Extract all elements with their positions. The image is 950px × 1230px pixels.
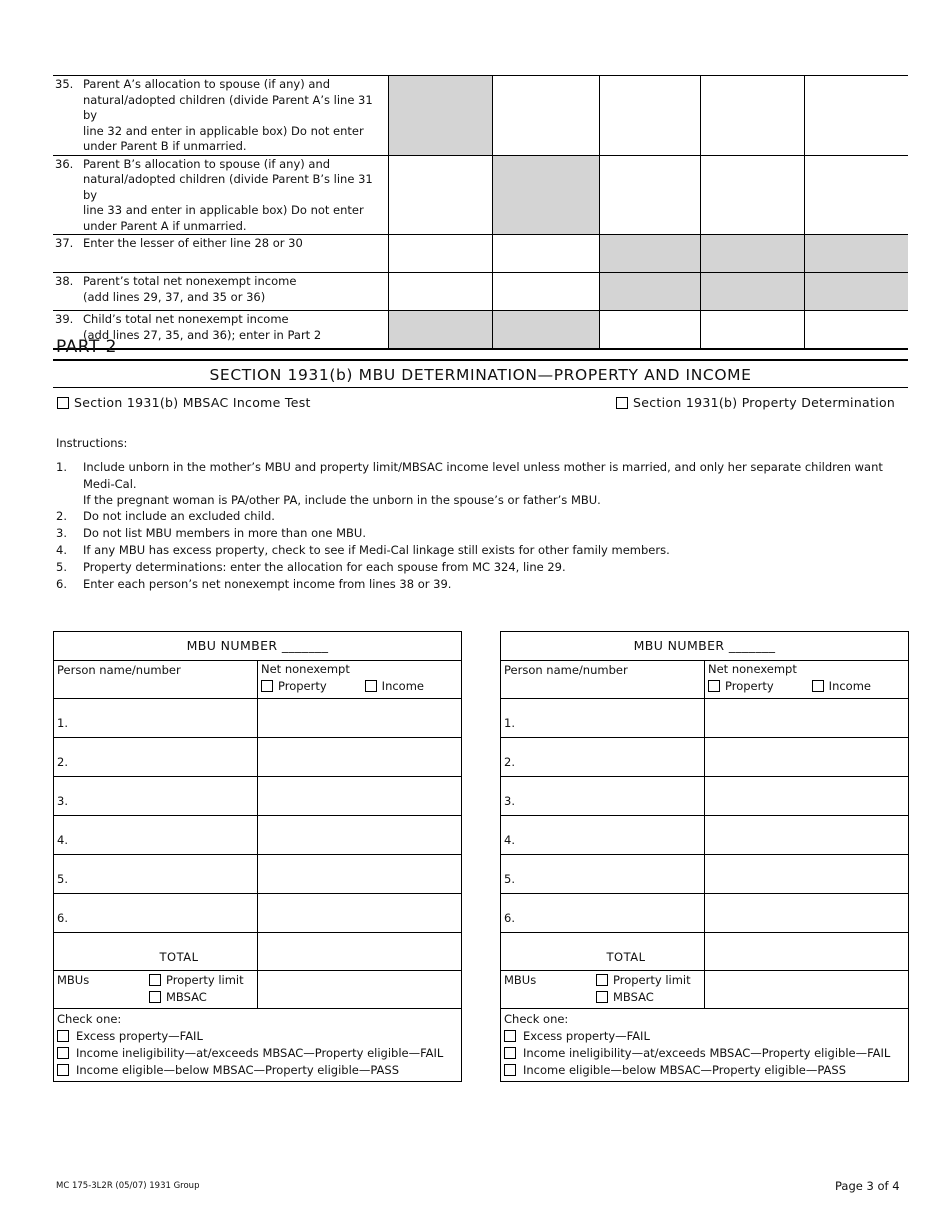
person-name-field[interactable]	[54, 816, 258, 854]
person-name-field[interactable]	[501, 816, 705, 854]
income-checkbox[interactable]	[365, 680, 377, 692]
mbu-number[interactable]: MBU NUMBER _______	[54, 632, 461, 661]
result-label: Excess property—FAIL	[523, 1029, 650, 1043]
entry-cell[interactable]	[492, 76, 599, 156]
shaded-cell	[804, 235, 908, 273]
net-nonexempt-label: Net nonexempt	[261, 662, 350, 676]
income-test-label: Section 1931(b) MBSAC Income Test	[74, 395, 311, 410]
mbsac-checkbox[interactable]	[149, 991, 161, 1003]
shaded-cell	[804, 273, 908, 311]
person-name-field[interactable]	[501, 699, 705, 737]
person-row	[501, 777, 908, 816]
entry-cell[interactable]	[599, 76, 700, 156]
line-description	[83, 236, 375, 252]
person-row	[501, 816, 908, 855]
part1-row	[53, 155, 908, 235]
instruction-number: 4.	[56, 543, 67, 557]
entry-cell[interactable]	[388, 155, 492, 235]
instruction-item	[56, 576, 916, 593]
person-number: 4.	[504, 833, 515, 847]
instruction-number: 5.	[56, 560, 67, 574]
part1-row	[53, 235, 908, 273]
column-headers	[501, 661, 908, 699]
line-number: 37.	[55, 236, 74, 250]
property-determination-label: Section 1931(b) Property Determination	[633, 395, 896, 410]
mbu-box-left	[53, 631, 462, 1082]
person-row	[54, 738, 461, 777]
instruction-item	[56, 542, 916, 559]
part1-table	[53, 75, 908, 350]
net-amount-field[interactable]	[258, 894, 461, 932]
line-text: (add lines 27, 35, and 36); enter in Part 2	[83, 327, 322, 342]
income-checkbox[interactable]	[812, 680, 824, 692]
person-row	[54, 855, 461, 894]
check-one-section	[54, 1009, 461, 1081]
mbsac-label: MBSAC	[613, 990, 654, 1004]
person-number: 2.	[57, 755, 68, 769]
property-label: Property	[278, 679, 327, 693]
entry-cell[interactable]	[388, 235, 492, 273]
mbu-box-right	[500, 631, 909, 1082]
property-checkbox[interactable]	[261, 680, 273, 692]
section-title: SECTION 1931(b) MBU DETERMINATION—PROPERTY AND INCOME	[53, 359, 908, 388]
net-nonexempt-label: Net nonexempt	[708, 662, 797, 676]
result-label: Income ineligibility—at/exceeds MBSAC—Property eligible—FAIL	[523, 1046, 891, 1060]
net-amount-field[interactable]	[258, 699, 461, 737]
line-text: line 32 and enter in applicable box) Do not enter	[83, 123, 364, 138]
property-limit-checkbox[interactable]	[596, 974, 608, 986]
person-number: 3.	[504, 794, 515, 808]
entry-cell[interactable]	[804, 76, 908, 156]
instructions-title: Instructions:	[56, 436, 128, 450]
person-row	[54, 894, 461, 933]
entry-cell[interactable]	[599, 311, 700, 349]
mbus-row	[501, 971, 908, 1009]
total-label: TOTAL	[501, 933, 705, 970]
result-option[interactable]	[504, 1028, 905, 1045]
result-checkbox[interactable]	[57, 1030, 69, 1042]
instruction-item	[56, 459, 916, 508]
line-text: under Parent B if unmarried.	[83, 139, 247, 153]
result-option[interactable]	[57, 1062, 458, 1079]
total-amount-field[interactable]	[258, 933, 461, 970]
net-col-header	[258, 661, 461, 698]
result-label: Income ineligibility—at/exceeds MBSAC—Property eligible—FAIL	[76, 1046, 444, 1060]
entry-cell[interactable]	[700, 311, 804, 349]
property-label: Property	[725, 679, 774, 693]
result-option[interactable]	[57, 1028, 458, 1045]
shaded-cell	[700, 273, 804, 311]
property-determination-checkbox[interactable]	[616, 397, 628, 409]
form-id: MC 175-3L2R (05/07) 1931 Group	[56, 1181, 200, 1191]
total-amount-field[interactable]	[705, 933, 908, 970]
check-one-label: Check one:	[57, 1012, 122, 1026]
property-checkbox[interactable]	[708, 680, 720, 692]
person-name-field[interactable]	[501, 894, 705, 932]
result-checkbox[interactable]	[504, 1047, 516, 1059]
line-number: 35.	[55, 77, 74, 91]
mbsac-checkbox[interactable]	[596, 991, 608, 1003]
line-description	[83, 157, 375, 235]
line-text: natural/adopted children (divide Parent B’s line 31 by	[83, 172, 373, 202]
entry-cell[interactable]	[388, 273, 492, 311]
result-label: Income eligible—below MBSAC—Property eligible—PASS	[523, 1063, 846, 1077]
net-amount-field[interactable]	[258, 738, 461, 776]
mbus-amount-field[interactable]	[258, 971, 461, 1008]
person-row	[54, 699, 461, 738]
person-row	[54, 816, 461, 855]
person-name-field[interactable]	[54, 738, 258, 776]
mbus-label: MBUs	[57, 973, 90, 987]
income-test-option[interactable]	[57, 395, 311, 410]
shaded-cell	[492, 155, 599, 235]
mbus-cell	[54, 971, 258, 1008]
net-amount-field[interactable]	[705, 699, 908, 737]
net-amount-field[interactable]	[705, 816, 908, 854]
instruction-text: Enter each person’s net nonexempt income from lines 38 or 39.	[83, 577, 452, 591]
person-name-field[interactable]	[501, 738, 705, 776]
person-number: 1.	[504, 716, 515, 730]
line-description	[83, 77, 375, 155]
instructions-list	[56, 459, 916, 593]
entry-cell[interactable]	[700, 155, 804, 235]
person-name-field[interactable]	[54, 699, 258, 737]
person-number: 5.	[57, 872, 68, 886]
line-text: natural/adopted children (divide Parent A’s line 31 by	[83, 92, 373, 122]
line-text: Child’s total net nonexempt income	[83, 312, 289, 326]
person-number: 6.	[57, 911, 68, 925]
net-amount-field[interactable]	[705, 777, 908, 815]
person-row	[54, 777, 461, 816]
instruction-item	[56, 525, 916, 542]
part2-heading: PART 2	[56, 337, 117, 357]
result-checkbox[interactable]	[504, 1064, 516, 1076]
line-number: 36.	[55, 156, 74, 171]
entry-cell[interactable]	[599, 155, 700, 235]
net-amount-field[interactable]	[258, 855, 461, 893]
net-amount-field[interactable]	[258, 816, 461, 854]
row-label	[53, 273, 388, 311]
result-option[interactable]	[504, 1062, 905, 1079]
shaded-cell	[599, 273, 700, 311]
row-label	[53, 155, 388, 235]
line-text: line 33 and enter in applicable box) Do not enter	[83, 203, 364, 217]
property-limit-label: Property limit	[613, 973, 691, 987]
instruction-item	[56, 559, 916, 576]
income-label: Income	[828, 679, 871, 693]
check-one-section	[501, 1009, 908, 1081]
instruction-text: Property determinations: enter the allocation for each spouse from MC 324, line 29.	[83, 560, 566, 574]
instruction-text: Do not include an excluded child.	[83, 509, 275, 523]
line-text: Enter the lesser of either line 28 or 30	[83, 236, 303, 250]
entry-cell[interactable]	[492, 273, 599, 311]
person-name-field[interactable]	[54, 894, 258, 932]
mbsac-label: MBSAC	[166, 990, 207, 1004]
instruction-item	[56, 508, 916, 525]
entry-cell[interactable]	[700, 76, 804, 156]
person-name-field[interactable]	[501, 777, 705, 815]
person-number: 1.	[57, 716, 68, 730]
net-amount-field[interactable]	[705, 738, 908, 776]
instruction-number: 3.	[56, 526, 67, 540]
property-determination-option[interactable]	[616, 395, 895, 410]
person-name-field[interactable]	[501, 855, 705, 893]
line-number: 39.	[55, 312, 74, 326]
instruction-number: 2.	[56, 509, 67, 523]
line-number: 38.	[55, 274, 74, 288]
line-description	[83, 274, 375, 305]
person-col-header: Person name/number	[54, 661, 258, 698]
person-number: 6.	[504, 911, 515, 925]
property-limit-label: Property limit	[166, 973, 244, 987]
person-row	[501, 894, 908, 933]
person-row	[501, 699, 908, 738]
shaded-cell	[700, 235, 804, 273]
result-label: Income eligible—below MBSAC—Property eligible—PASS	[76, 1063, 399, 1077]
instruction-number: 6.	[56, 577, 67, 591]
instruction-text: Include unborn in the mother’s MBU and property limit/MBSAC income level unless mother is married, and only her separate children want Medi-Cal.	[83, 460, 883, 491]
person-number: 4.	[57, 833, 68, 847]
shaded-cell	[388, 76, 492, 156]
row-label	[53, 76, 388, 156]
line-text: (add lines 29, 37, and 35 or 36)	[83, 289, 266, 304]
person-name-field[interactable]	[54, 777, 258, 815]
mbus-amount-field[interactable]	[705, 971, 908, 1008]
mbus-label: MBUs	[504, 973, 537, 987]
result-checkbox[interactable]	[504, 1030, 516, 1042]
mbu-number[interactable]: MBU NUMBER _______	[501, 632, 908, 661]
net-amount-field[interactable]	[705, 855, 908, 893]
instruction-subtext: If the pregnant woman is PA/other PA, include the unborn in the spouse’s or father’s MBU.	[83, 493, 601, 507]
part1-row	[53, 76, 908, 156]
shaded-cell	[388, 311, 492, 349]
entry-cell[interactable]	[804, 155, 908, 235]
shaded-cell	[492, 311, 599, 349]
column-headers	[54, 661, 461, 699]
total-row	[54, 933, 461, 971]
part1-row	[53, 273, 908, 311]
line-text: Parent A’s allocation to spouse (if any) and	[83, 77, 331, 91]
result-checkbox[interactable]	[57, 1064, 69, 1076]
entry-cell[interactable]	[492, 235, 599, 273]
net-amount-field[interactable]	[258, 777, 461, 815]
line-text: Parent’s total net nonexempt income	[83, 274, 297, 288]
person-col-header: Person name/number	[501, 661, 705, 698]
part1-row	[53, 311, 908, 349]
page-number: Page 3 of 4	[835, 1179, 900, 1193]
entry-cell[interactable]	[804, 311, 908, 349]
person-number: 3.	[57, 794, 68, 808]
person-number: 2.	[504, 755, 515, 769]
property-limit-checkbox[interactable]	[149, 974, 161, 986]
income-test-checkbox[interactable]	[57, 397, 69, 409]
shaded-cell	[599, 235, 700, 273]
row-label	[53, 235, 388, 273]
result-option[interactable]	[504, 1045, 905, 1062]
check-one-label: Check one:	[504, 1012, 569, 1026]
result-label: Excess property—FAIL	[76, 1029, 203, 1043]
person-row	[501, 855, 908, 894]
instruction-text: Do not list MBU members in more than one MBU.	[83, 526, 367, 540]
net-amount-field[interactable]	[705, 894, 908, 932]
person-row	[501, 738, 908, 777]
person-name-field[interactable]	[54, 855, 258, 893]
instruction-number: 1.	[56, 460, 67, 474]
line-text: under Parent A if unmarried.	[83, 218, 247, 233]
result-option[interactable]	[57, 1045, 458, 1062]
line-description	[83, 312, 375, 343]
line-text: Parent B’s allocation to spouse (if any) and	[83, 156, 331, 171]
total-label: TOTAL	[54, 933, 258, 970]
instruction-text: If any MBU has excess property, check to see if Medi-Cal linkage still exists for other family members.	[83, 543, 670, 557]
mbus-row	[54, 971, 461, 1009]
person-number: 5.	[504, 872, 515, 886]
net-col-header	[705, 661, 908, 698]
mbus-cell	[501, 971, 705, 1008]
income-label: Income	[381, 679, 424, 693]
result-checkbox[interactable]	[57, 1047, 69, 1059]
total-row	[501, 933, 908, 971]
